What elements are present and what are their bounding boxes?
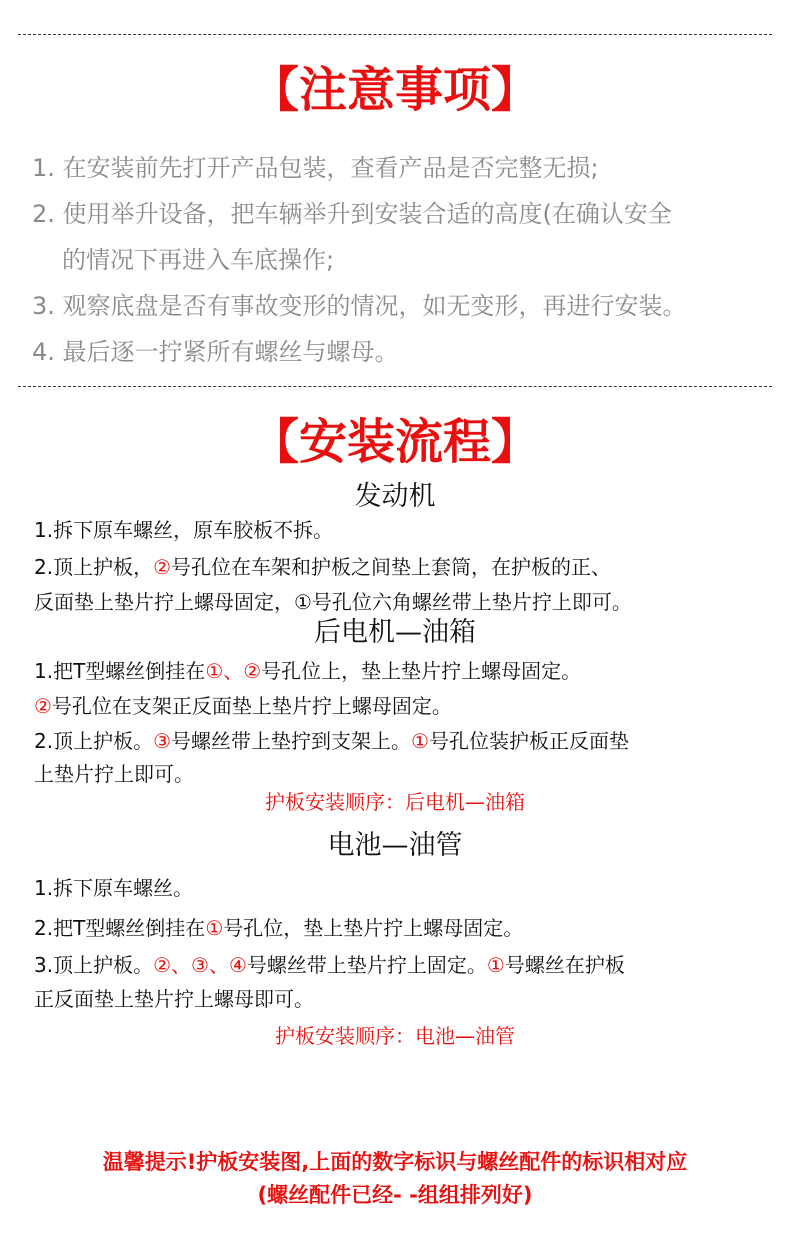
notice-item-4: 4. 最后逐一拧紧所有螺丝与螺母。 [32, 338, 399, 366]
battery-step-3 [34, 951, 625, 979]
rear-motor-step-1-a: 1.把T型螺丝倒挂在 [34, 659, 206, 683]
rear-motor-step-2-e: 号孔位装护板正反面垫 [428, 729, 629, 753]
rear-motor-order: 护板安装顺序：后电机—油箱 [265, 790, 525, 814]
engine-step-2-cont: 反面垫上垫片拧上螺母固定，①号孔位六角螺丝带上垫片拧上即可。 [34, 590, 632, 614]
engine-step-2-c: 号孔位在车架和护板之间垫上套筒，在护板的正、 [171, 555, 612, 579]
engine-step-2 [34, 553, 611, 581]
notice-item-2-cont: 的情况下再进入车底操作; [62, 246, 335, 274]
battery-step-3-holes: ②、③、④ [153, 953, 247, 977]
rear-motor-step-1-c: 号孔位上，垫上垫片拧上螺母固定。 [261, 659, 582, 683]
rear-motor-step-2 [34, 727, 629, 755]
notice-item-2: 2. 使用举升设备，把车辆举升到安装合适的高度(在确认安全 [32, 200, 672, 228]
tip-line-2: (螺丝配件已经- -组组排列好) [257, 1183, 533, 1207]
notice-item-1: 1. 在安装前先打开产品包装，查看产品是否完整无损; [32, 154, 599, 182]
engine-step-2-hole: ② [153, 555, 172, 579]
battery-step-3-e: 号螺丝在护板 [504, 953, 625, 977]
battery-step-3-cont: 正反面垫上垫片拧上螺母即可。 [34, 987, 314, 1011]
rear-motor-step-1-hole2: ② [34, 694, 52, 718]
notice-title: 【注意事项】 [250, 62, 539, 118]
rear-motor-step-2-cont: 上垫片拧上即可。 [34, 762, 194, 786]
rear-motor-step-1-d: 号孔位在支架正反面垫上垫片拧上螺母固定。 [51, 694, 452, 718]
battery-heading: 电池—油管 [327, 830, 463, 861]
battery-step-2 [34, 914, 523, 942]
rear-motor-step-2-c: 号螺丝带上垫拧到支架上。 [171, 729, 412, 753]
battery-order: 护板安装顺序：电池—油管 [275, 1024, 515, 1048]
battery-step-3-hole1: ① [486, 953, 505, 977]
rear-motor-step-1-cont [34, 692, 452, 720]
rear-motor-step-2-a: 2.顶上护板。 [34, 729, 154, 753]
rear-motor-step-2-hole3: ③ [153, 729, 172, 753]
install-title: 【安装流程】 [250, 414, 539, 470]
battery-step-2-a: 2.把T型螺丝倒挂在 [34, 916, 206, 940]
middle-divider [18, 386, 772, 387]
battery-step-2-c: 号孔位，垫上垫片拧上螺母固定。 [223, 916, 524, 940]
rear-motor-step-2-hole1: ① [411, 729, 429, 753]
engine-heading: 发动机 [354, 481, 436, 512]
battery-step-2-hole: ① [205, 916, 224, 940]
engine-step-2-a: 2.顶上护板， [34, 555, 154, 579]
rear-motor-step-1-holes: ①、② [205, 659, 262, 683]
battery-step-3-c: 号螺丝带上垫片拧上固定。 [246, 953, 487, 977]
battery-step-3-a: 3.顶上护板。 [34, 953, 154, 977]
engine-step-1: 1.拆下原车螺丝，原车胶板不拆。 [34, 518, 334, 542]
rear-motor-step-1 [34, 657, 581, 685]
tip-line-1: 温馨提示!护板安装图,上面的数字标识与螺丝配件的标识相对应 [102, 1150, 688, 1174]
rear-motor-heading: 后电机—油箱 [314, 617, 476, 648]
top-divider [18, 34, 772, 35]
battery-step-1: 1.拆下原车螺丝。 [34, 876, 194, 900]
notice-item-3: 3. 观察底盘是否有事故变形的情况，如无变形，再进行安装。 [32, 292, 687, 320]
